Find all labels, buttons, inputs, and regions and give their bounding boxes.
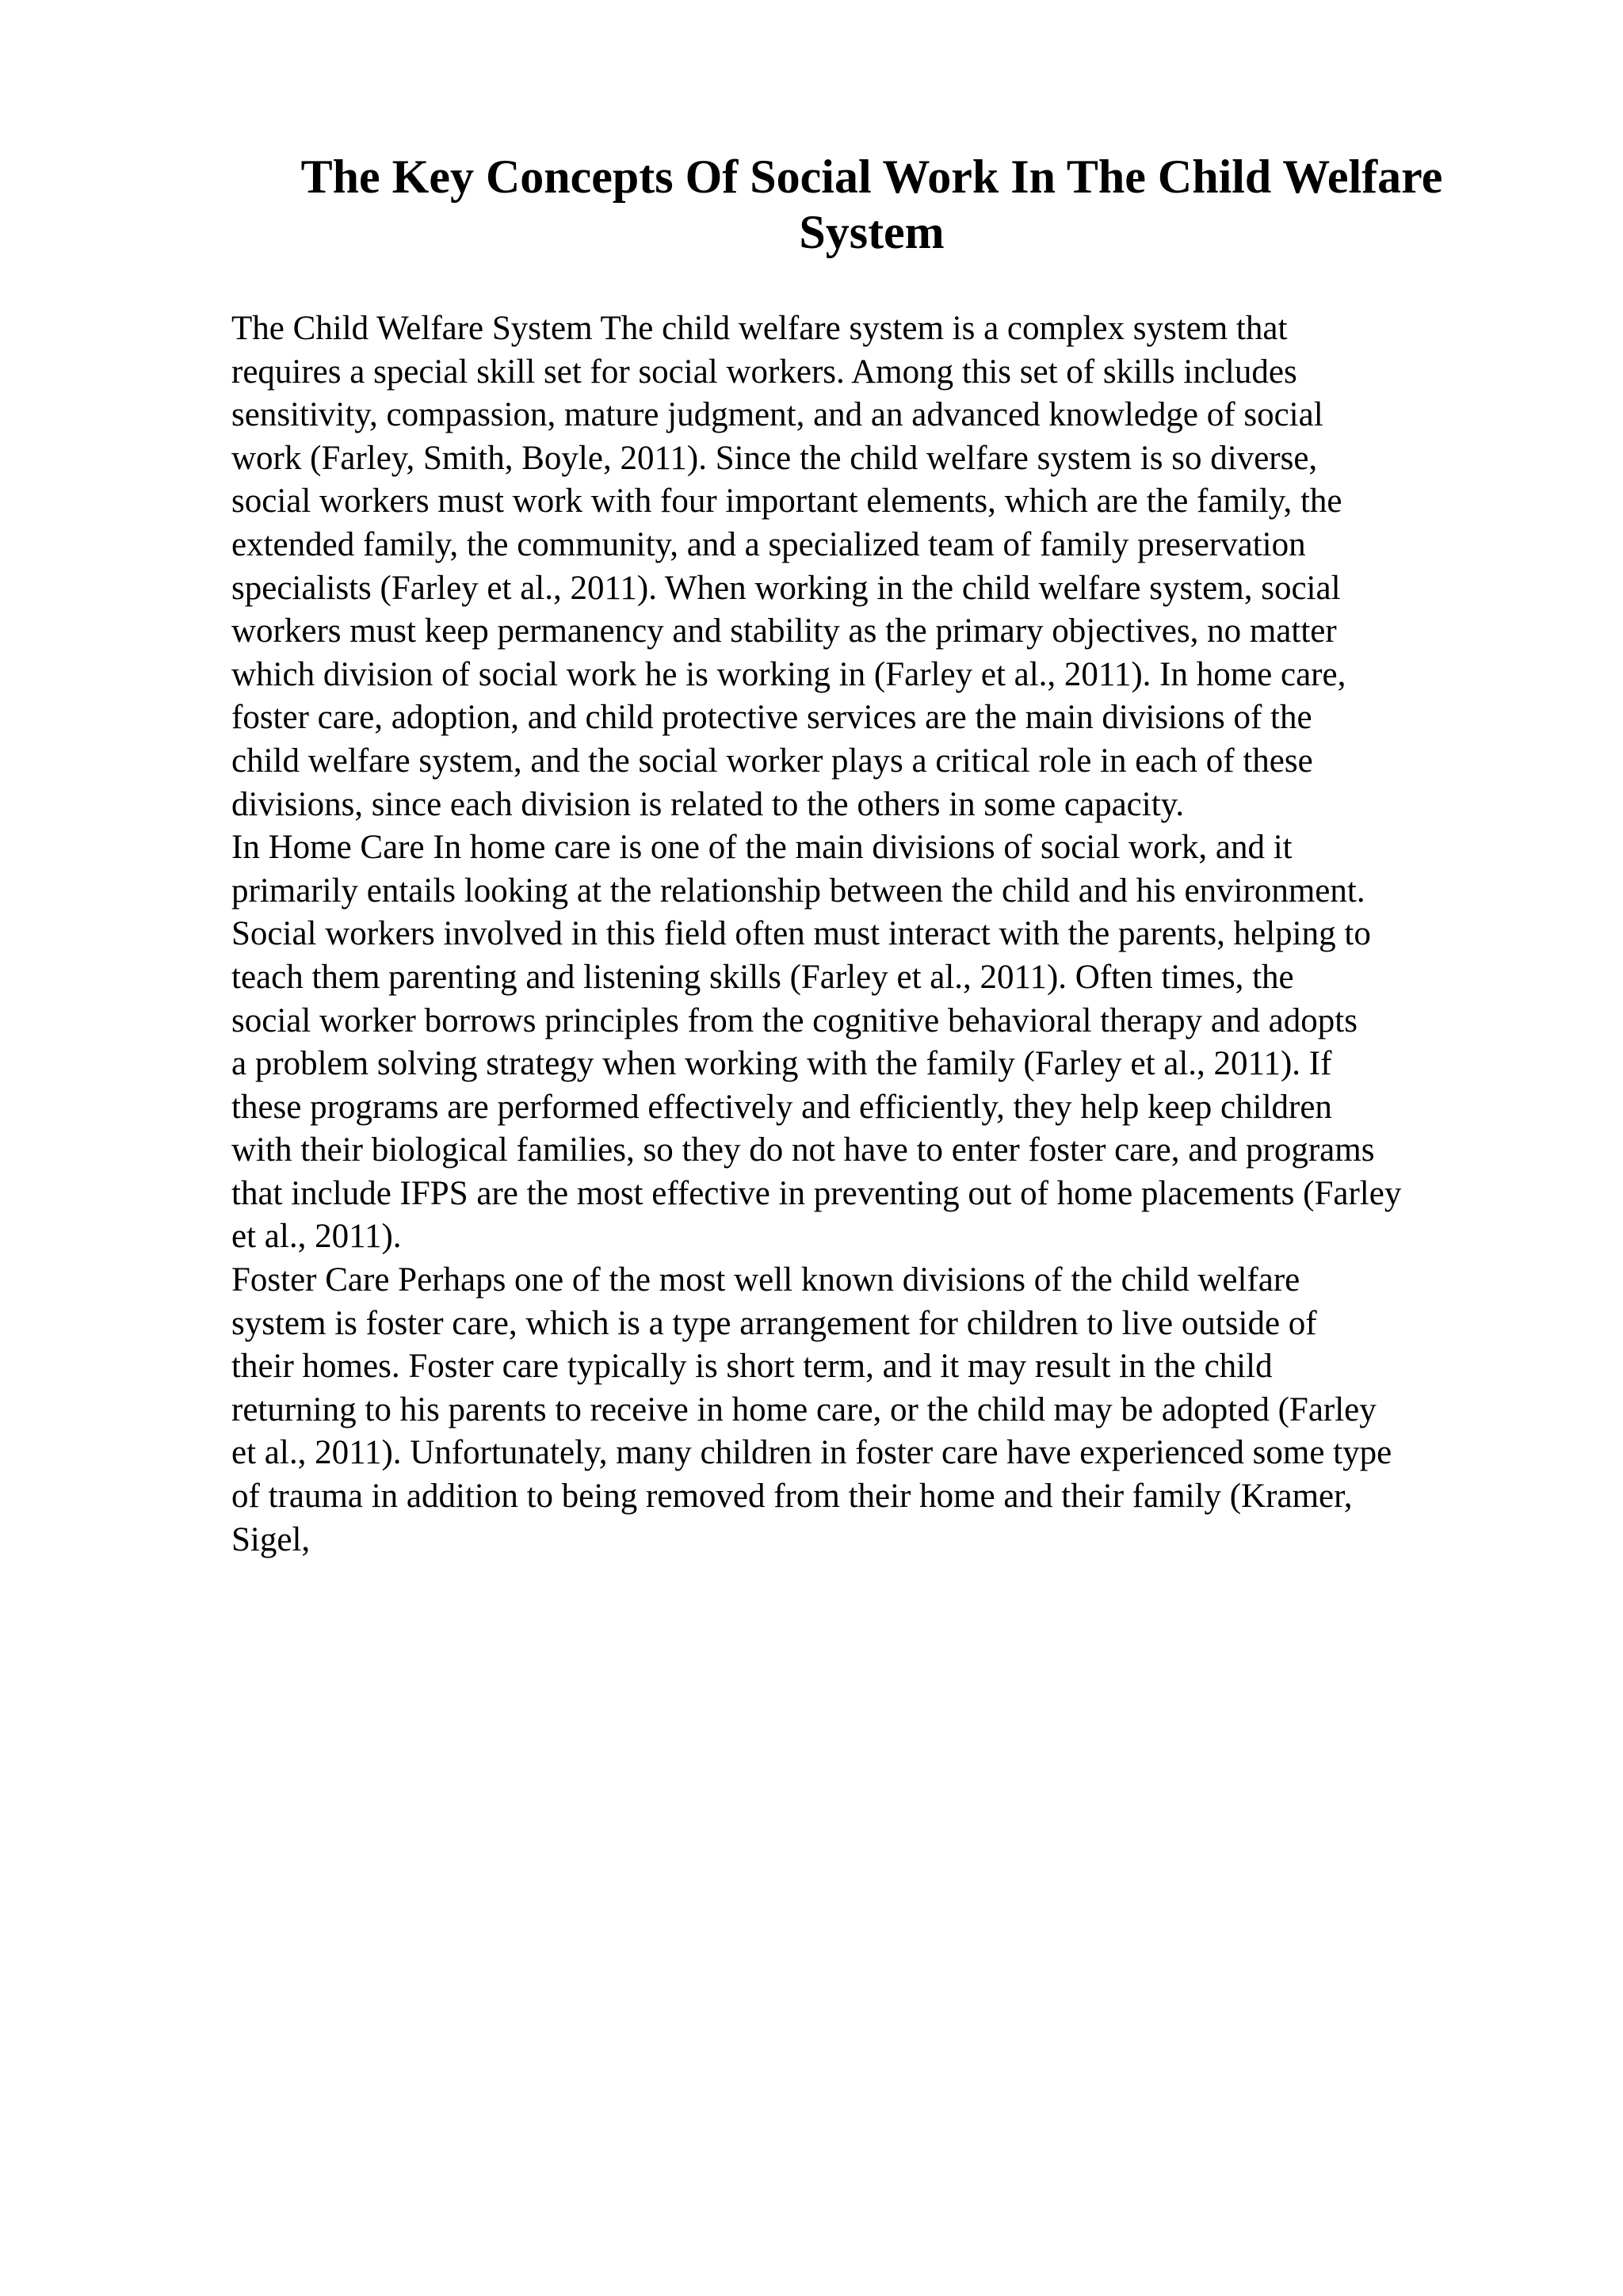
text-line: a problem solving strategy when working with the family (Farley et al., 2011). If [231, 1045, 1332, 1083]
document-title [238, 149, 1506, 260]
text-line: Sigel, [231, 1520, 311, 1558]
text-line: their homes. Foster care typically is short term, and it may result in the child [231, 1348, 1273, 1386]
paragraph-child-welfare-system [231, 307, 1547, 826]
text-line: child welfare system, and the social worker plays a critical role in each of these [231, 742, 1313, 780]
document-body [231, 307, 1547, 1562]
text-line: Foster Care Perhaps one of the most well known divisions of the child welfare [231, 1261, 1300, 1299]
text-line: of trauma in addition to being removed from their home and their family (Kramer, [231, 1478, 1353, 1516]
text-line: with their biological families, so they do not have to enter foster care, and programs [231, 1131, 1375, 1169]
text-line: specialists (Farley et al., 2011). When working in the child welfare system, social [231, 569, 1341, 607]
text-line: teach them parenting and listening skills (Farley et al., 2011). Often times, the [231, 958, 1294, 996]
title-line: System [799, 206, 945, 258]
paragraph-in-home-care [231, 826, 1547, 1259]
text-line: The Child Welfare System The child welfare system is a complex system that [231, 310, 1288, 347]
text-line: social workers must work with four important elements, which are the family, the [231, 482, 1342, 521]
text-line: workers must keep permanency and stability as the primary objectives, no matter [231, 612, 1337, 650]
text-line: sensitivity, compassion, mature judgment, and an advanced knowledge of social [231, 396, 1323, 434]
text-line: extended family, the community, and a specialized team of family preservation [231, 525, 1306, 563]
text-line: work (Farley, Smith, Boyle, 2011). Since the child welfare system is so diverse, [231, 439, 1318, 477]
text-line: requires a special skill set for social workers. Among this set of skills includes [231, 353, 1297, 391]
text-line: foster care, adoption, and child protective services are the main divisions of the [231, 699, 1312, 737]
text-line: et al., 2011). Unfortunately, many children in foster care have experienced some type [231, 1434, 1392, 1472]
text-line: et al., 2011). [231, 1218, 402, 1256]
text-line: these programs are performed effectively and efficiently, they help keep children [231, 1088, 1332, 1126]
text-line: system is foster care, which is a type arrangement for children to live outside of [231, 1304, 1317, 1342]
text-line: returning to his parents to receive in home care, or the child may be adopted (Farley [231, 1390, 1377, 1428]
title-line: The Key Concepts Of Social Work In The Child Welfare [300, 151, 1443, 203]
text-line: Social workers involved in this field often must interact with the parents, helping to [231, 915, 1371, 953]
paragraph-foster-care [231, 1259, 1547, 1562]
text-line: In Home Care In home care is one of the main divisions of social work, and it [231, 829, 1293, 867]
text-line: that include IFPS are the most effective in preventing out of home placements (Farley [231, 1174, 1402, 1212]
text-line: social worker borrows principles from the cognitive behavioral therapy and adopts [231, 1001, 1358, 1039]
text-line: primarily entails looking at the relationship between the child and his environment. [231, 871, 1365, 910]
text-line: divisions, since each division is related to the others in some capacity. [231, 785, 1185, 823]
text-line: which division of social work he is working in (Farley et al., 2011). In home care, [231, 655, 1346, 693]
